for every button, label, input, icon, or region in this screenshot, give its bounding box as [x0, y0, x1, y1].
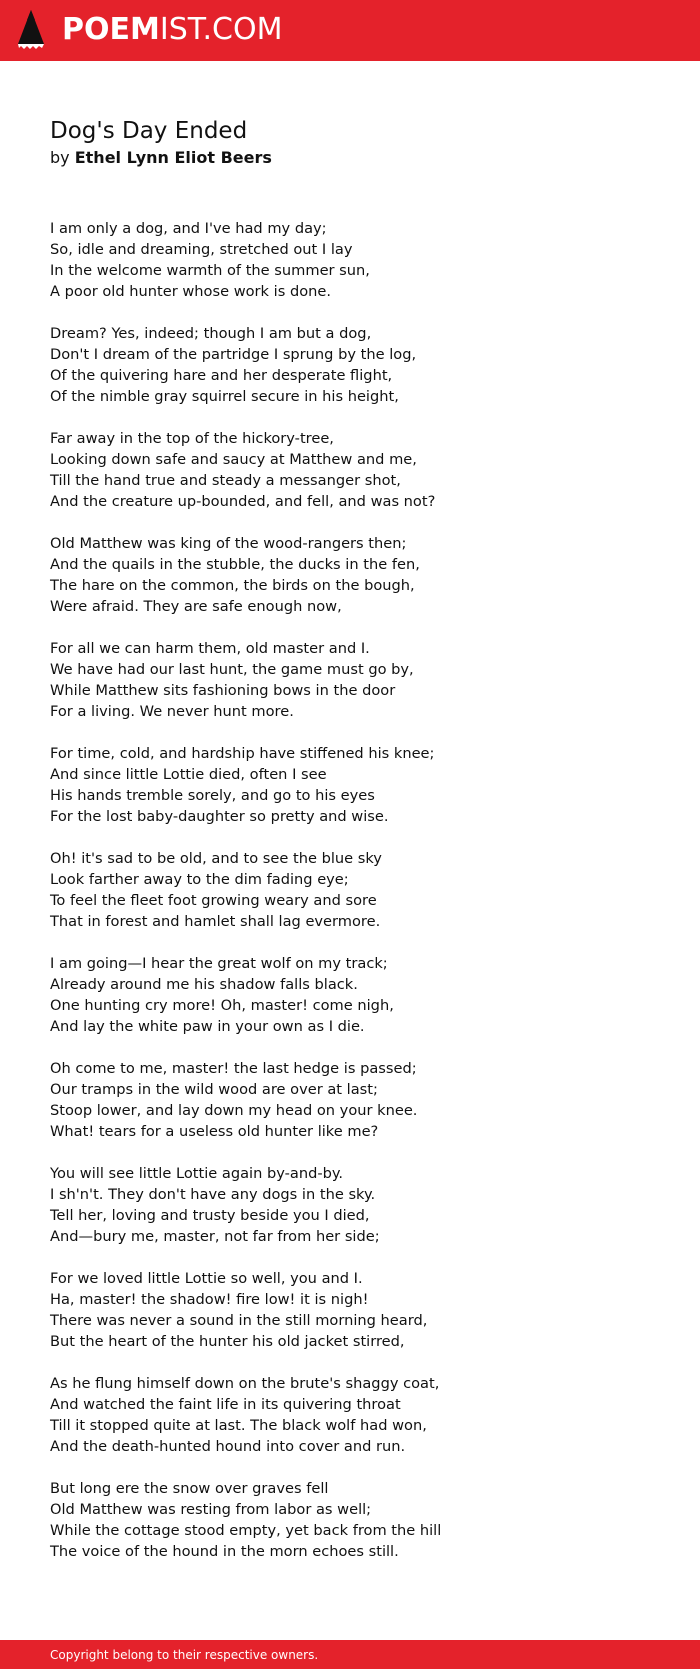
copyright-text: Copyright belong to their respective owners.	[50, 1648, 319, 1662]
logo-text-bold: POEM	[62, 12, 160, 47]
poem-author[interactable]: Ethel Lynn Eliot Beers	[74, 148, 272, 167]
poem-line: Were afraid. They are safe enough now,	[50, 598, 342, 615]
poem-line: We have had our last hunt, the game must go by,	[50, 661, 414, 678]
poem-line: Our tramps in the wild wood are over at last;	[50, 1081, 378, 1098]
poem-line: For we loved little Lottie so well, you and I.	[50, 1270, 363, 1287]
poem-line: A poor old hunter whose work is done.	[50, 283, 332, 300]
poem-line: I am only a dog, and I've had my day;	[50, 220, 327, 237]
poem-line: Old Matthew was king of the wood-rangers then;	[50, 535, 407, 552]
site-logo[interactable]	[62, 12, 282, 48]
poem-line: But long ere the snow over graves fell	[50, 1480, 329, 1497]
poem-line: Oh come to me, master! the last hedge is passed;	[50, 1060, 417, 1077]
poem-line: Oh! it's sad to be old, and to see the blue sky	[50, 850, 382, 867]
poem-line: Already around me his shadow falls black.	[50, 976, 358, 993]
poem-line: And since little Lottie died, often I see	[50, 766, 327, 783]
poem-line: His hands tremble sorely, and go to his eyes	[50, 787, 375, 804]
poem-stanza	[50, 848, 650, 932]
poem-line: In the welcome warmth of the summer sun,	[50, 262, 370, 279]
poem-stanza	[50, 1268, 650, 1352]
site-footer	[0, 1640, 700, 1669]
poem-line: Dream? Yes, indeed; though I am but a dog,	[50, 325, 372, 342]
poem-stanza	[50, 953, 650, 1037]
poem-line: To feel the fleet foot growing weary and sore	[50, 892, 377, 909]
poem-line: I sh'n't. They don't have any dogs in the sky.	[50, 1186, 376, 1203]
poem-line: The voice of the hound in the morn echoes still.	[50, 1543, 399, 1560]
poem-line: As he flung himself down on the brute's shaggy coat,	[50, 1375, 440, 1392]
poem-line: There was never a sound in the still morning heard,	[50, 1312, 428, 1329]
poem-line: Of the quivering hare and her desperate flight,	[50, 367, 393, 384]
poem-line: For a living. We never hunt more.	[50, 703, 294, 720]
by-label: by	[50, 148, 70, 167]
poem-stanza	[50, 533, 650, 617]
poem-line: What! tears for a useless old hunter like me?	[50, 1123, 379, 1140]
poem-line: And watched the faint life in its quivering throat	[50, 1396, 401, 1413]
poem-line: And lay the white paw in your own as I die.	[50, 1018, 365, 1035]
poem-stanza	[50, 1478, 650, 1562]
poem-stanza	[50, 428, 650, 512]
poem-line: Look farther away to the dim fading eye;	[50, 871, 349, 888]
poem-line: You will see little Lottie again by-and-by.	[50, 1165, 344, 1182]
poem-line: I am going—I hear the great wolf on my track;	[50, 955, 388, 972]
poem-line: Till it stopped quite at last. The black wolf had won,	[50, 1417, 427, 1434]
poem-stanza	[50, 1058, 650, 1142]
poem-line: One hunting cry more! Oh, master! come nigh,	[50, 997, 394, 1014]
poem-stanza	[50, 1373, 650, 1457]
poem-line: Ha, master! the shadow! fire low! it is nigh!	[50, 1291, 369, 1308]
poem-line: For time, cold, and hardship have stiffened his knee;	[50, 745, 435, 762]
poem-line: So, idle and dreaming, stretched out I lay	[50, 241, 353, 258]
poem-line: And the death-hunted hound into cover and run.	[50, 1438, 406, 1455]
poem-line: Tell her, loving and trusty beside you I died,	[50, 1207, 370, 1224]
poem-title: Dog's Day Ended	[50, 118, 248, 144]
poem-line: That in forest and hamlet shall lag evermore.	[50, 913, 381, 930]
poem-line: While the cottage stood empty, yet back from the hill	[50, 1522, 442, 1539]
poem-line: The hare on the common, the birds on the bough,	[50, 577, 415, 594]
poem-stanza	[50, 743, 650, 827]
poem-line: But the heart of the hunter his old jacket stirred,	[50, 1333, 405, 1350]
poem-stanza	[50, 323, 650, 407]
poem-line: Of the nimble gray squirrel secure in his height,	[50, 388, 399, 405]
poem-line: Don't I dream of the partridge I sprung by the log,	[50, 346, 417, 363]
poem-byline	[50, 147, 272, 169]
site-header	[0, 0, 700, 61]
poem-line: And the quails in the stubble, the ducks in the fen,	[50, 556, 420, 573]
poem-line: For all we can harm them, old master and I.	[50, 640, 370, 657]
poem-stanza	[50, 218, 650, 302]
poem-line: Looking down safe and saucy at Matthew and me,	[50, 451, 417, 468]
poem-stanza	[50, 638, 650, 722]
poem-line: Old Matthew was resting from labor as well;	[50, 1501, 372, 1518]
pencil-tip-icon[interactable]	[18, 10, 44, 52]
poem-line: And the creature up-bounded, and fell, and was not?	[50, 493, 436, 510]
poem-line: Stoop lower, and lay down my head on your knee.	[50, 1102, 418, 1119]
poem-line: Far away in the top of the hickory-tree,	[50, 430, 334, 447]
poem-line: While Matthew sits fashioning bows in the door	[50, 682, 396, 699]
poem-body	[50, 218, 650, 1583]
poem-line: And—bury me, master, not far from her side;	[50, 1228, 380, 1245]
poem-line: Till the hand true and steady a messanger shot,	[50, 472, 401, 489]
poem-stanza	[50, 1163, 650, 1247]
poem-line: For the lost baby-daughter so pretty and wise.	[50, 808, 389, 825]
logo-text-light: IST.COM	[159, 12, 283, 47]
